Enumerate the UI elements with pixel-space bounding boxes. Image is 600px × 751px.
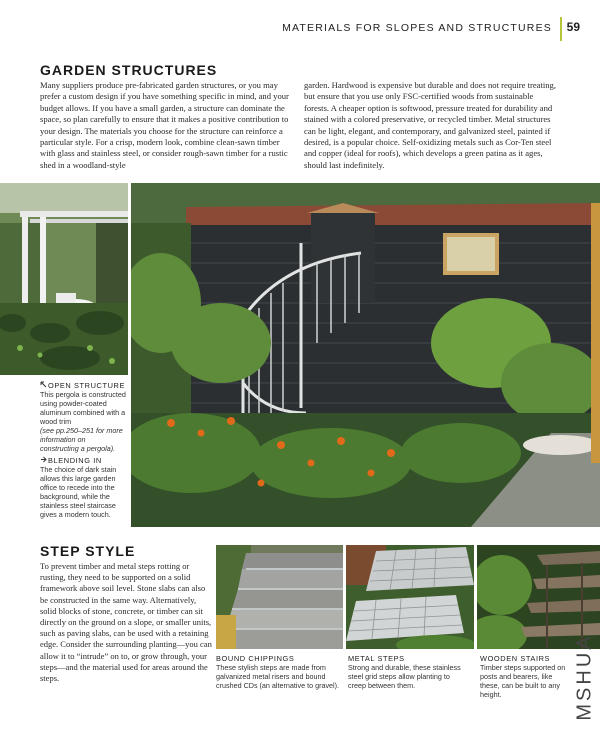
page-number: 59 [566,20,580,34]
arrow-up-left-icon [40,381,48,390]
section-title-step-style: STEP STYLE [40,543,136,559]
caption-blending-in [40,456,126,519]
photo-pergola [0,183,128,375]
section-title-garden-structures: GARDEN STRUCTURES [40,62,218,78]
caption-text: Timber steps supported on posts and bearers, like these, can be built to any height. [480,663,566,699]
step-style-body: To prevent timber and metal steps rotting or rusting, they need to be supported on a solid framework above soil level. Stone slabs can also be constructed in the same way. Alternatively, solid blocks of stone, concrete, or timber can sit directly on the ground on a slope, or smaller units, such as paving slabs, can be used with a retaining edge. Consider the surrounding planting—you can allow it to “intrude” on to, or grow through, your steps—and the material used for areas around the steps. [40,561,212,684]
arrow-right-icon [40,456,48,465]
caption-text: These stylish steps are made from galvanized metal risers and bound crushed CDs (an alternative to gravel). [216,663,340,690]
caption-title: OPEN STRUCTURE [48,381,125,390]
caption-open-structure [40,381,126,453]
photo-garden-office [131,183,600,527]
caption-text: This pergola is constructed using powder-coated aluminum combined with a wood trim [40,390,126,426]
body-text-col1: Many suppliers produce pre-fabricated garden structures, or you may prefer a custom design if you have something specific in mind, and your budget allows. If you have a small garden, a structure can dominate the space, so plan carefully to ensure that it makes a positive contribution to your design. The materials you choose for the structure can reinforce a particular style. For a crisp, modern look, combine clean-sawn timber with glass and stainless steel, or consider rough-sawn timber for a rustic shed in a woodland-style [40,80,289,170]
watermark: MSHUA [573,633,596,721]
caption-text: The choice of dark stain allows this large garden office to recede into the background, while the stainless steel staircase gives a modern touch. [40,465,117,519]
photo-bound-chippings [216,545,343,649]
body-text-col2: garden. Hardwood is expensive but durable and does not require treating, but ensure that you use only FSC-certified woods from sustainable forests. A cheaper option is softwood, pressure treated for durability and stained with a colored preservative, or recycled timber. Metal structures can be light, elegant, and contemporary, and galvanized steel, painted if desired, is a popular choice. Self-oxidizing metals such as Cor-Ten steel and copper (ideal for roofs), which develops a green patina as it ages, should last indefinitely. [304,80,557,170]
caption-title: BLENDING IN [48,456,102,465]
caption-wooden-stairs [480,654,570,699]
caption-reference: (see pp.250–251 for more information on constructing a pergola). [40,426,123,453]
running-title: MATERIALS FOR SLOPES AND STRUCTURES [282,22,552,34]
header-divider [560,17,562,41]
caption-text: Strong and durable, these stainless steel grid steps allow planting to creep between them. [348,663,461,690]
caption-title: METAL STEPS [348,654,405,663]
caption-title: WOODEN STAIRS [480,654,551,663]
caption-bound-chippings [216,654,340,690]
photo-metal-steps [346,545,474,649]
caption-metal-steps [348,654,468,690]
caption-title: BOUND CHIPPINGS [216,654,295,663]
